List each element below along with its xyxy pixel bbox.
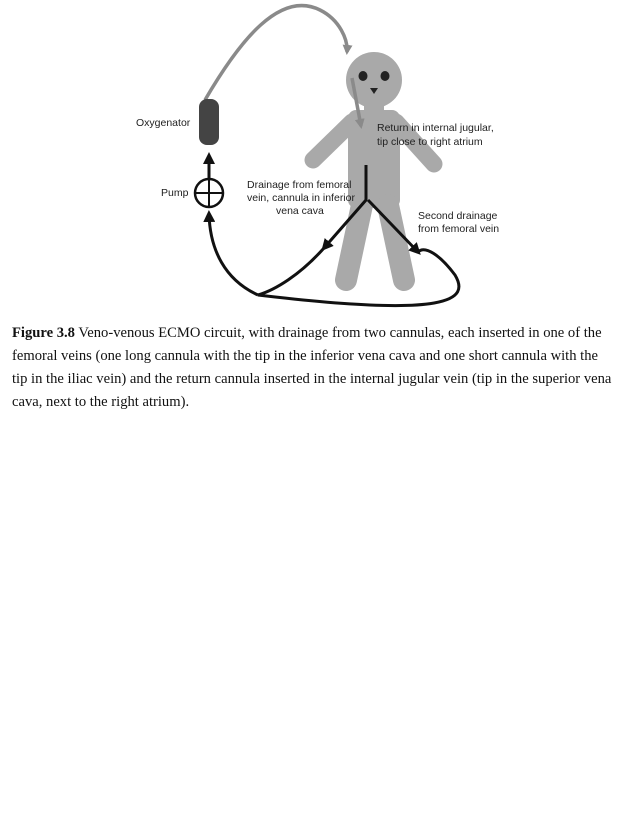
drainage-label-line1: Drainage from femoral: [247, 179, 352, 191]
left-arm: [313, 122, 352, 160]
caption-text: Veno-venous ECMO circuit, with drainage from two cannulas, each inserted in one of the femoral veins (one long cannula with the tip in the inferior vena cava and one short cannula with the tip in the iliac vein) and the return cannula inserted in the internal jugular vein (tip in the superior vena cava, next to the right atrium).: [12, 325, 612, 410]
return-label-line1: Return in internal jugular,: [377, 122, 494, 134]
pump-label: Pump: [161, 187, 189, 199]
return-line: [205, 6, 347, 100]
pump-icon: [195, 179, 223, 207]
second-drainage-label-line1: Second drainage: [418, 210, 498, 222]
left-eye: [359, 71, 368, 81]
right-leg: [388, 205, 404, 280]
figure-label: Figure 3.8: [12, 325, 75, 341]
figure-caption: [12, 322, 616, 414]
drainage-label-line3: vena cava: [276, 205, 324, 217]
drainage-to-pump-line: [209, 214, 258, 295]
left-leg: [346, 205, 362, 280]
oxygenator-icon: [199, 99, 219, 145]
second-drainage-label-line2: from femoral vein: [418, 223, 500, 235]
oxygenator-label: Oxygenator: [136, 117, 191, 129]
human-body-figure: [313, 52, 434, 280]
drainage-label-line2: vein, cannula in inferior: [247, 192, 355, 204]
return-label-line2: tip close to right atrium: [377, 136, 483, 148]
ecmo-circuit-diagram: [0, 0, 638, 310]
right-eye: [381, 71, 390, 81]
